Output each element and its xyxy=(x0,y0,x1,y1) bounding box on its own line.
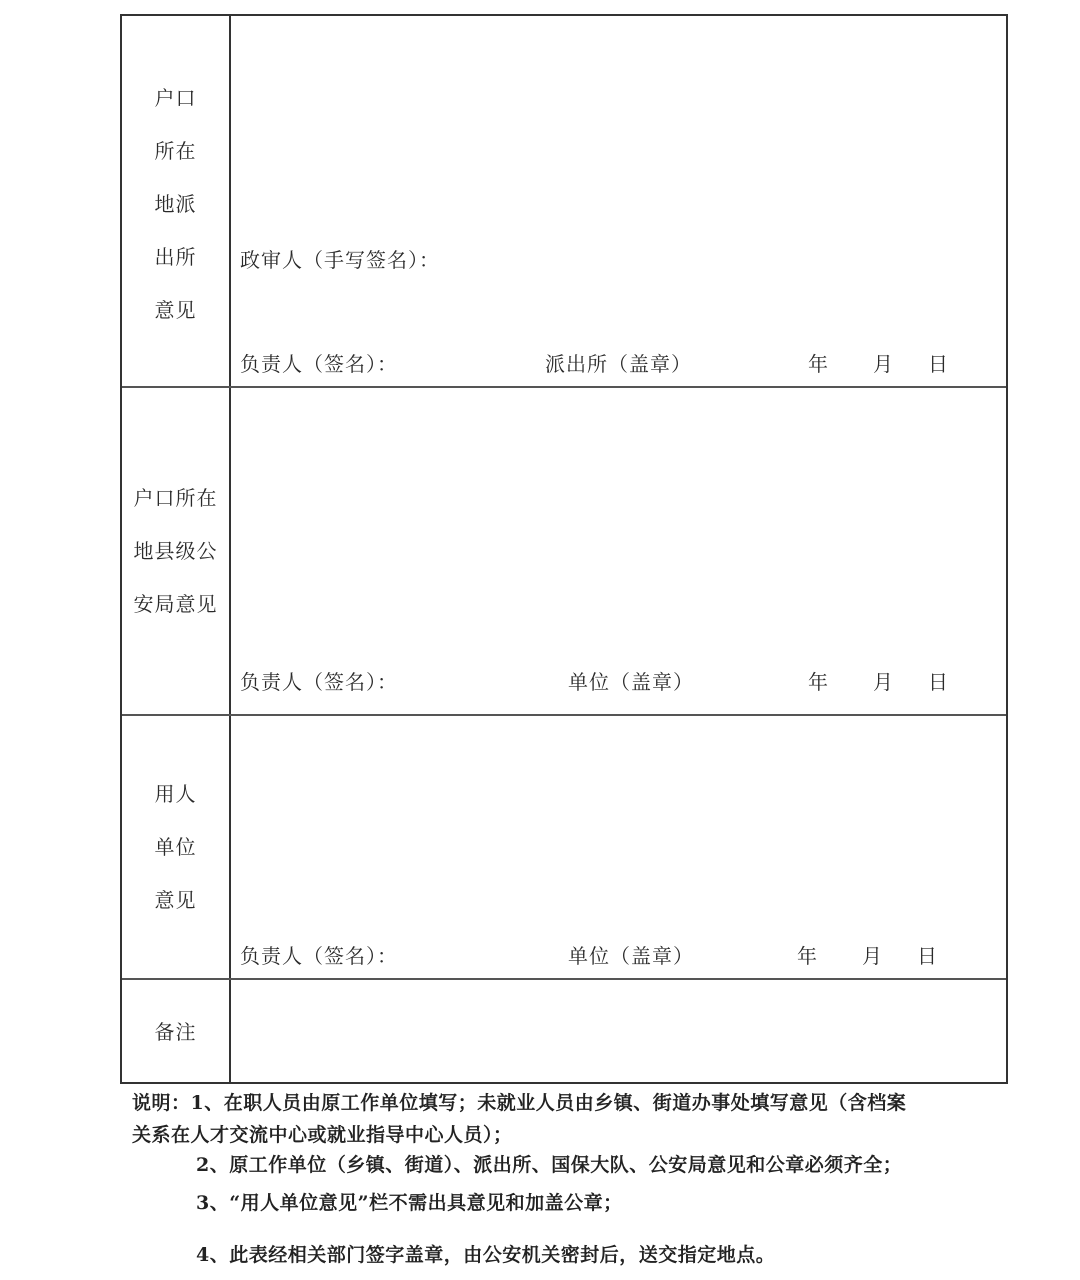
police-station-seal-label: 派出所（盖章） xyxy=(545,352,692,376)
responsible-signature-field[interactable]: 负责人（签名）： xyxy=(240,670,398,694)
responsible-signature-field[interactable]: 负责人（签名）： xyxy=(240,944,398,968)
date-day: 日 xyxy=(928,670,949,694)
date-year: 年 xyxy=(797,944,818,968)
date-month: 月 xyxy=(873,670,894,694)
date-day: 日 xyxy=(928,352,949,376)
date-month: 月 xyxy=(862,944,883,968)
date-year: 年 xyxy=(808,352,829,376)
unit-seal-label: 单位（盖章） xyxy=(568,670,694,694)
column-divider xyxy=(229,16,231,1082)
row-divider xyxy=(122,714,1006,716)
note-line-1: 说明：1、在职人员由原工作单位填写；未就业人员由乡镇、街道办事处填写意见（含档案 xyxy=(132,1092,907,1114)
row-divider xyxy=(122,978,1006,980)
remarks-field[interactable] xyxy=(232,982,1002,1078)
employer-opinion-label: 用人 单位 意见 xyxy=(154,782,197,912)
date-year: 年 xyxy=(808,670,829,694)
date-month: 月 xyxy=(873,352,894,376)
reviewer-signature-field[interactable]: 政审人（手写签名）： xyxy=(240,248,440,272)
note-line-4: 4、此表经相关部门签字盖章，由公安机关密封后，送交指定地点。 xyxy=(196,1244,776,1266)
opinion-form-table xyxy=(120,14,1008,1084)
row-divider xyxy=(122,386,1006,388)
date-day: 日 xyxy=(917,944,938,968)
unit-seal-label: 单位（盖章） xyxy=(568,944,694,968)
remarks-label: 备注 xyxy=(154,1020,197,1044)
county-police-opinion-label: 户口所在 地县级公 安局意见 xyxy=(133,486,218,616)
note-line-2: 2、原工作单位（乡镇、街道）、派出所、国保大队、公安局意见和公章必须齐全； xyxy=(196,1154,903,1176)
note-line-3: 3、“用人单位意见”栏不需出具意见和加盖公章； xyxy=(196,1192,623,1214)
responsible-signature-field[interactable]: 负责人（签名）： xyxy=(240,352,398,376)
police-station-opinion-label: 户口 所在 地派 出所 意见 xyxy=(154,86,197,322)
note-line-1-continued: 关系在人才交流中心或就业指导中心人员）； xyxy=(132,1124,513,1146)
